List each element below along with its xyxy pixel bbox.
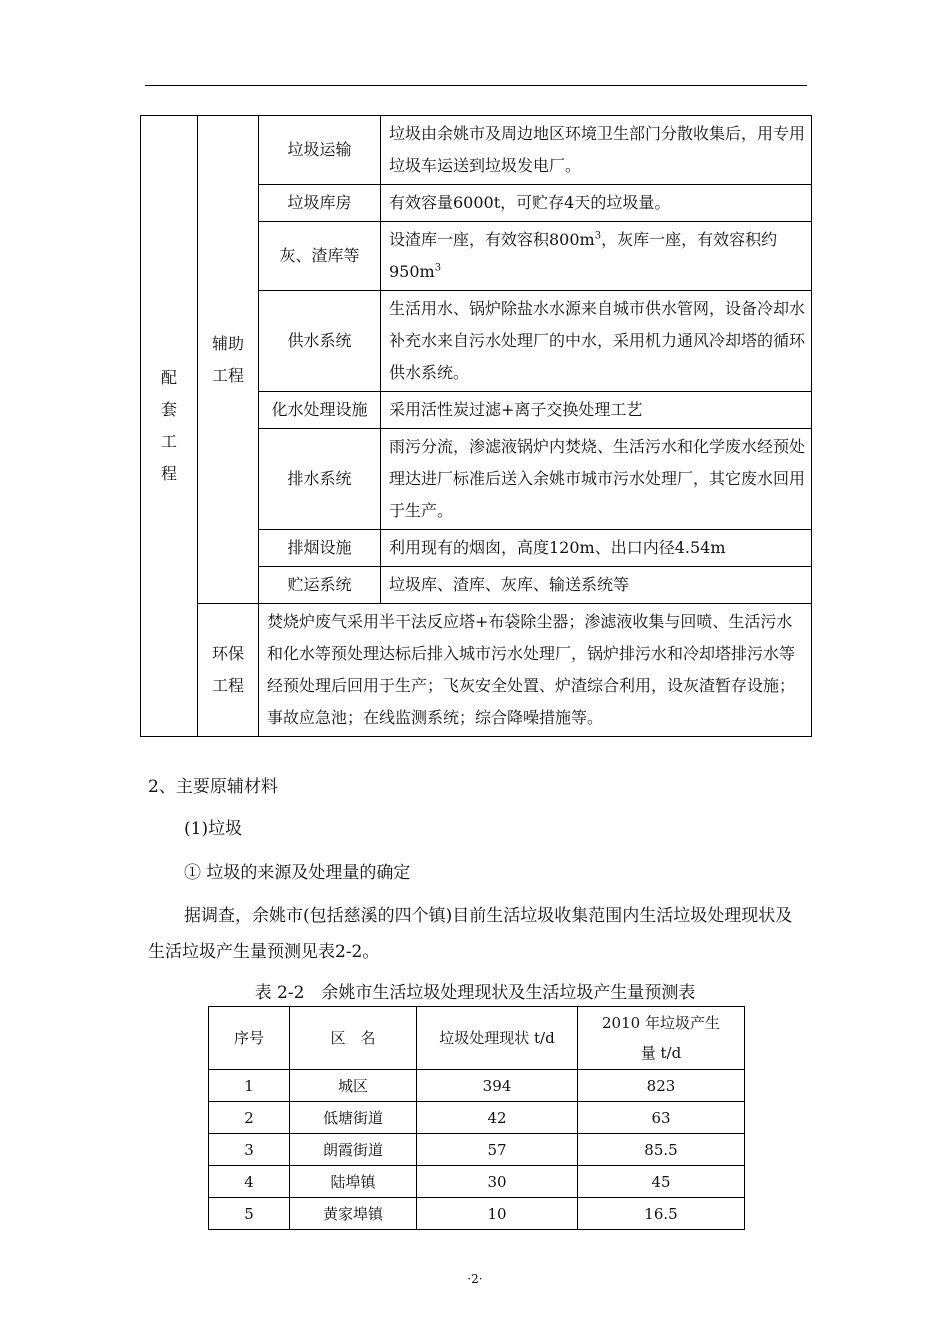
desc-cell	[381, 222, 812, 291]
header-rule	[145, 85, 807, 86]
item-cell: 灰、渣库等	[259, 222, 381, 291]
table-cell: 823	[578, 1070, 745, 1102]
table-row	[209, 1102, 745, 1134]
env-desc-cell: 焚烧炉废气采用半干法反应塔+布袋除尘器；渗滤液收集与回喷、生活污水和化水等预处理达标后排入城市污水处理厂，锅炉排污水和冷却塔排污水等经预处理后回用于生产；飞灰安全处置、炉渣综合利用，设灰渣暂存设施；事故应急池；在线监测系统；综合降噪措施等。	[259, 604, 812, 737]
desc-cell: 采用活性炭过滤+离子交换处理工艺	[381, 392, 812, 429]
table-cell: 5	[209, 1198, 290, 1230]
item-cell: 垃圾库房	[259, 185, 381, 222]
item-cell: 贮运系统	[259, 567, 381, 604]
table-row	[209, 1070, 745, 1102]
item-cell: 排烟设施	[259, 530, 381, 567]
table-cell: 394	[417, 1070, 578, 1102]
table-cell: 1	[209, 1070, 290, 1102]
garbage-table	[208, 1006, 745, 1230]
aux-label: 辅助工程	[212, 333, 245, 385]
aux-cell	[198, 116, 259, 604]
table-cell: 30	[417, 1166, 578, 1198]
table-caption: 表 2-2 余姚市生活垃圾处理现状及生活垃圾产生量预测表	[254, 983, 696, 1003]
table-cell: 42	[417, 1102, 578, 1134]
table-row	[209, 1166, 745, 1198]
desc-cell: 雨污分流，渗滤液锅炉内焚烧、生活污水和化学废水经预处理达进厂标准后送入余姚市城市污水处理厂，其它废水回用于生产。	[381, 429, 812, 530]
body-paragraph: 据调查，余姚市(包括慈溪的四个镇)目前生活垃圾收集范围内生活垃圾处理现状及生活垃圾产生量预测见表2-2。	[148, 906, 793, 962]
table-header-row	[209, 1007, 745, 1070]
item-cell: 排水系统	[259, 429, 381, 530]
category-cell	[141, 116, 198, 737]
subsection-heading: ① 垃圾的来源及处理量的确定	[184, 863, 411, 883]
table-cell: 黄家埠镇	[290, 1198, 417, 1230]
table-row	[209, 1134, 745, 1166]
table-cell: 朗霞街道	[290, 1134, 417, 1166]
table-cell: 2	[209, 1102, 290, 1134]
table-cell: 85.5	[578, 1134, 745, 1166]
item-cell: 化水处理设施	[259, 392, 381, 429]
table-cell: 低塘街道	[290, 1102, 417, 1134]
superscript: 3	[594, 230, 602, 242]
item-cell: 供水系统	[259, 291, 381, 392]
header-cell: 区 名	[290, 1007, 417, 1070]
desc-text: ，灰库一座，有效容积约950m	[389, 230, 778, 281]
page-number: ·2·	[467, 1272, 483, 1286]
table-cell: 57	[417, 1134, 578, 1166]
table-cell: 3	[209, 1134, 290, 1166]
desc-cell: 有效容量6000t，可贮存4天的垃圾量。	[381, 185, 812, 222]
desc-text: 设渣库一座，有效容积800m	[389, 230, 595, 249]
section-heading: 2、主要原辅材料	[148, 777, 278, 797]
subsection-heading: (1)垃圾	[184, 819, 243, 839]
env-cell	[198, 604, 259, 737]
table-cell: 63	[578, 1102, 745, 1134]
desc-cell: 垃圾库、渣库、灰库、输送系统等	[381, 567, 812, 604]
table-row	[209, 1198, 745, 1230]
project-table	[140, 115, 812, 737]
table-cell: 16.5	[578, 1198, 745, 1230]
header-cell: 2010 年垃圾产生量 t/d	[578, 1007, 745, 1070]
env-label: 环保工程	[212, 644, 245, 695]
table-cell: 陆埠镇	[290, 1166, 417, 1198]
desc-cell: 生活用水、锅炉除盐水水源来自城市供水管网，设备冷却水补充水来自污水处理厂的中水，采用机力通风冷却塔的循环供水系统。	[381, 291, 812, 392]
superscript: 3	[434, 262, 442, 274]
table-cell: 4	[209, 1166, 290, 1198]
table-cell: 45	[578, 1166, 745, 1198]
desc-cell: 利用现有的烟囱，高度120m、出口内径4.54m	[381, 530, 812, 567]
desc-cell: 垃圾由余姚市及周边地区环境卫生部门分散收集后，用专用垃圾车运送到垃圾发电厂。	[381, 116, 812, 185]
category-label: 配套工程	[161, 368, 178, 483]
header-cell: 垃圾处理现状 t/d	[417, 1007, 578, 1070]
item-cell: 垃圾运输	[259, 116, 381, 185]
table-cell: 10	[417, 1198, 578, 1230]
header-cell: 序号	[209, 1007, 290, 1070]
table-cell: 城区	[290, 1070, 417, 1102]
